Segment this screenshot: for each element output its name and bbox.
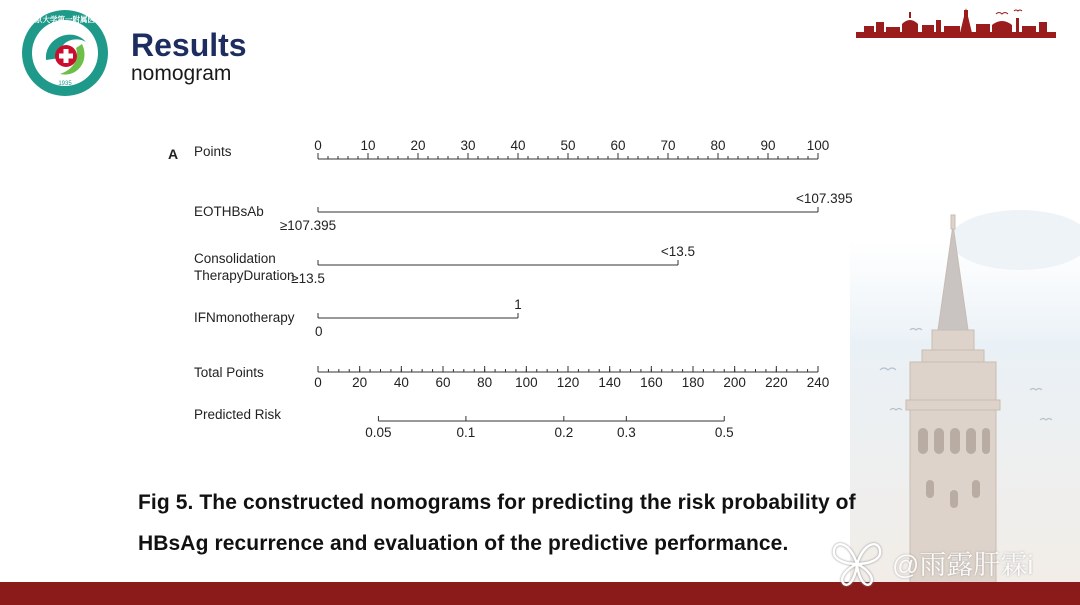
total-points-tick-label: 160	[640, 375, 663, 390]
predicted-risk-tick-label: 0.2	[554, 425, 574, 440]
predicted-risk-tick-label: 0.3	[616, 425, 636, 440]
predicted-risk-tick-label: 0.1	[456, 425, 476, 440]
points-tick-label: 10	[360, 138, 376, 153]
page-subtitle: nomogram	[131, 62, 232, 85]
eothbsab-level-label: ≥107.395	[279, 218, 337, 233]
total-points-tick-label: 220	[765, 375, 788, 390]
points-tick-label: 60	[610, 138, 626, 153]
watermark-text: @雨露肝霖i	[892, 549, 1034, 580]
total-points-tick-label: 100	[515, 375, 538, 390]
row-label-total-points: Total Points	[194, 365, 264, 380]
hospital-logo	[20, 8, 110, 98]
butterfly-icon	[828, 534, 886, 590]
points-tick-label: 80	[710, 138, 726, 153]
nomogram-chart	[160, 130, 870, 460]
title-block	[131, 28, 247, 86]
points-tick-label: 90	[760, 138, 776, 153]
total-points-tick-label: 200	[723, 375, 746, 390]
logo-year: 1935	[58, 81, 72, 87]
ifnmonotherapy-level-label: 0	[315, 324, 323, 339]
page-title: Results	[131, 27, 247, 63]
points-tick-label: 20	[410, 138, 426, 153]
total-points-tick-label: 80	[477, 375, 493, 390]
total-points-tick-label: 60	[435, 375, 451, 390]
total-points-tick-label: 140	[598, 375, 621, 390]
caption-line-2: HBsAg recurrence and evaluation of the predictive performance.	[138, 532, 789, 555]
watermark	[828, 534, 1033, 590]
total-points-tick-label: 180	[681, 375, 705, 390]
total-points-tick-label: 120	[556, 375, 580, 390]
consolidation-therapyduration-level-label: <13.5	[660, 244, 696, 259]
points-tick-label: 70	[660, 138, 676, 153]
row-label-consolidation-therapyduration-1: TherapyDuration	[194, 268, 295, 283]
total-points-tick-label: 240	[806, 375, 830, 390]
figure-caption	[138, 482, 928, 564]
caption-line-1: Fig 5. The constructed nomograms for predicting the risk probability of	[138, 491, 856, 514]
points-tick-label: 50	[560, 138, 576, 153]
ifnmonotherapy-level-label: 1	[514, 297, 522, 312]
total-points-tick-label: 0	[314, 375, 322, 390]
total-points-tick-label: 40	[393, 375, 409, 390]
points-tick-label: 0	[314, 138, 322, 153]
row-label-consolidation-therapyduration-0: Consolidation	[194, 251, 276, 266]
row-label-predicted-risk: Predicted Risk	[194, 407, 282, 422]
consolidation-therapyduration-level-label: ≥13.5	[291, 271, 325, 286]
city-skyline-icon	[856, 8, 1056, 42]
total-points-tick-label: 20	[352, 375, 368, 390]
points-tick-label: 100	[806, 138, 830, 153]
predicted-risk-tick-label: 0.05	[365, 425, 392, 440]
logo-top-text: 南京大学第一附属医院	[27, 15, 103, 24]
points-tick-label: 40	[510, 138, 526, 153]
row-label-points: Points	[194, 144, 232, 159]
points-tick-label: 30	[460, 138, 476, 153]
row-label-eothbsab: EOTHBsAb	[194, 204, 264, 219]
row-label-ifnmonotherapy: IFNmonotherapy	[194, 310, 295, 325]
predicted-risk-tick-label: 0.5	[714, 425, 734, 440]
panel-label: A	[168, 146, 179, 162]
eothbsab-level-label: <107.395	[796, 191, 853, 206]
